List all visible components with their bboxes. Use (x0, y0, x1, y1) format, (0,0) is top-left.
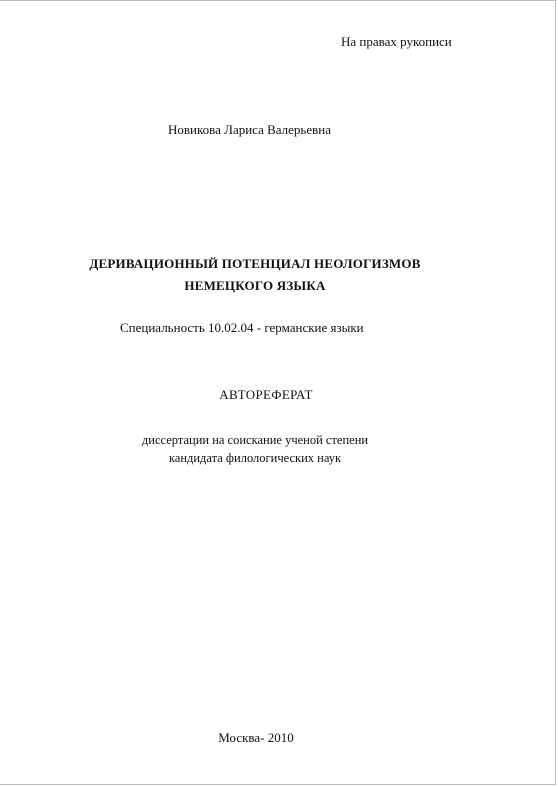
work-type-label: АВТОРЕФЕРАТ (219, 387, 313, 402)
city-year: Москва- 2010 (218, 730, 294, 745)
rights-notice: На правах рукописи (341, 34, 452, 49)
specialty-line: Специальность 10.02.04 - германские языки (120, 320, 364, 335)
title-line-2: НЕМЕЦКОГО ЯЗЫКА (184, 278, 326, 293)
author-name: Новикова Лариса Валерьевна (168, 122, 331, 137)
subtitle-line-1: диссертации на соискание ученой степени (141, 433, 369, 447)
dissertation-title (0, 253, 510, 297)
subtitle-line-2: кандидата филологических наук (168, 451, 342, 465)
title-line-1: ДЕРИВАЦИОННЫЙ ПОТЕНЦИАЛ НЕОЛОГИЗМОВ (89, 256, 421, 271)
degree-subtitle (0, 431, 510, 467)
